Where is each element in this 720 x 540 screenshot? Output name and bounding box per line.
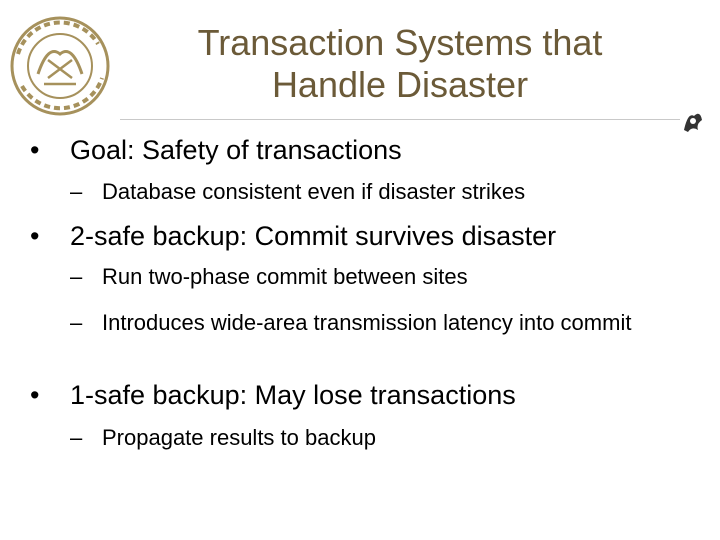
bullet-marker: •: [30, 135, 40, 165]
title-divider: [120, 119, 680, 120]
bullet-marker: •: [30, 380, 40, 410]
bullet-text: 2-safe backup: Commit survives disaster: [70, 221, 557, 251]
sub-bullet-marker: –: [70, 179, 83, 204]
sub-bullet-text: Database consistent even if disaster strikes: [102, 179, 526, 204]
university-seal-icon: [8, 14, 112, 118]
sub-bullet-marker: –: [70, 264, 83, 289]
sub-bullet-text: Run two-phase commit between sites: [102, 264, 468, 289]
bullet-marker: •: [30, 221, 40, 251]
bullet-text: 1-safe backup: May lose transactions: [70, 380, 516, 410]
slide-title: [150, 22, 650, 106]
sub-bullet-marker: –: [70, 425, 83, 450]
bullet-text: Goal: Safety of transactions: [70, 135, 402, 165]
sub-bullet-marker: –: [70, 310, 83, 335]
ornament-icon: [678, 106, 708, 136]
title-line-1: Transaction Systems that: [197, 22, 603, 63]
sub-bullet-text: Propagate results to backup: [102, 425, 376, 450]
title-line-2: Handle Disaster: [271, 64, 529, 105]
sub-bullet-text: Introduces wide-area transmission latency into commit: [102, 310, 632, 335]
